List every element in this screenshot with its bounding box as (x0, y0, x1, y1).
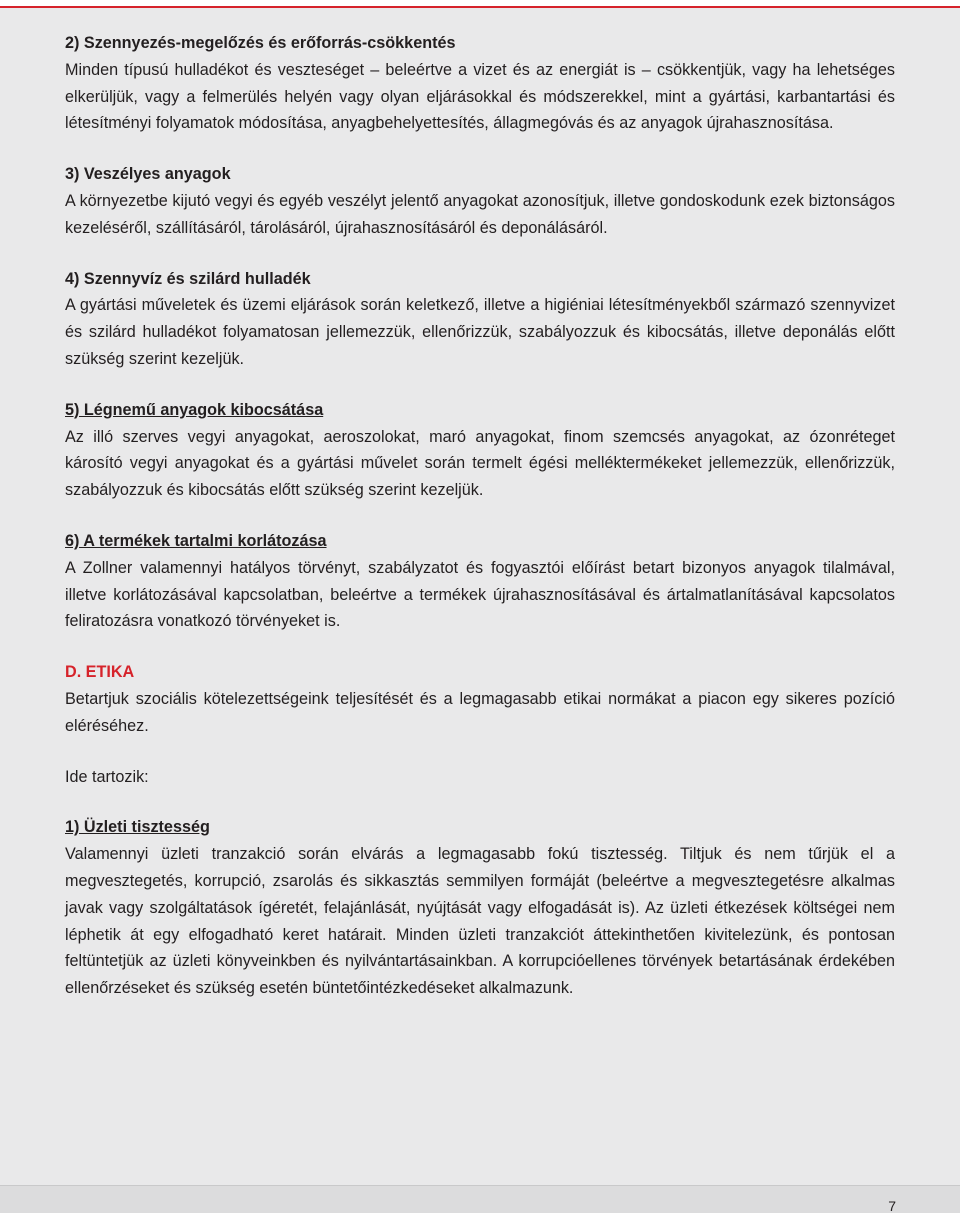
section-heading: 6) A termékek tartalmi korlátozása (65, 531, 327, 550)
section-pollution-prevention (65, 30, 895, 137)
section-heading: 1) Üzleti tisztesség (65, 818, 210, 837)
section-includes (65, 764, 895, 791)
section-business-integrity (65, 814, 895, 1002)
chapter-heading: D. ETIKA (65, 663, 135, 682)
document-content (65, 30, 895, 1002)
footer-band (0, 1185, 960, 1213)
section-hazardous-materials (65, 161, 895, 241)
section-body: Ide tartozik: (65, 767, 149, 786)
top-rule (0, 0, 960, 8)
section-heading: 5) Légnemű anyagok kibocsátása (65, 400, 324, 419)
page-number: 7 (888, 1198, 896, 1214)
section-body: Valamennyi üzleti tranzakció során elvárás a legmagasabb fokú tisztesség. Tiltjuk és nem tűrjük el a megvesztegetés, korrupció, zsarolás és sikkasztás semmilyen formáját (beleértve a megvesztegetésre alkalmas javak vagy szolgáltatások ígéretét, felajánlását, nyújtását vagy elfogadását is). Az üzleti étkezések költségei nem léphetik át egy elfogadható keret határait. Minden üzleti tranzakciót áttekinthetően kivitelezünk, és pontosan feltüntetjük az üzleti könyveinkben és nyilvántartásainkban. A korrupcióellenes törvények betartásának érdekében ellenőrzéseket és szükség esetén büntetőintézkedéseket alkalmazunk. (65, 845, 895, 998)
section-content-restriction (65, 528, 895, 635)
section-body: Minden típusú hulladékot és veszteséget – beleértve a vizet és az energiát is – csökkentjük, vagy ha lehetséges elkerüljük, vagy a felmerülés helyén vagy olyan eljárásokkal és módszerekkel, mint a gyártási, karbantartási és létesítményi folyamatok módosítása, anyagbehelyettesítés, állagmegóvás és az anyagok újrahasznosítása. (65, 60, 895, 133)
section-body: Az illó szerves vegyi anyagokat, aeroszolokat, maró anyagokat, finom szemcsés anyagokat, az ózonréteget károsító vegyi anyagokat és a gyártási művelet során termelt égési melléktermékeket jellemezzük, ellenőrizzük, szabályozzuk és kibocsátás előtt szükség szerint kezeljük. (65, 427, 895, 500)
section-air-emissions (65, 397, 895, 504)
section-heading: 2) Szennyezés-megelőzés és erőforrás-csökkentés (65, 34, 456, 52)
section-body: A Zollner valamennyi hatályos törvényt, szabályzatot és fogyasztói előírást betart bizonyos anyagok tilalmával, illetve korlátozásával kapcsolatban, beleértve a termékek újrahasznosításával és ártalmatlanításával kapcsolatos feliratozásra vonatkozó törvényeket is. (65, 558, 895, 631)
section-body: A gyártási műveletek és üzemi eljárások során keletkező, illetve a higiéniai létesítményekből származó szennyvizet és szilárd hulladékot folyamatosan jellemezzük, ellenőrizzük, szabályozzuk és kibocsátás, illetve deponálás előtt szükség szerint kezeljük. (65, 296, 895, 368)
section-wastewater (65, 266, 895, 373)
section-heading: 3) Veszélyes anyagok (65, 165, 231, 184)
section-body: A környezetbe kijutó vegyi és egyéb veszélyt jelentő anyagokat azonosítjuk, illetve gondoskodunk ezek biztonságos kezeléséről, szállításáról, tárolásáról, újrahasznosításáról és deponálásáról. (65, 191, 895, 237)
section-body: Betartjuk szociális kötelezettségeink teljesítését és a legmagasabb etikai normákat a piacon egy sikeres pozíció eléréséhez. (65, 689, 895, 735)
section-heading: 4) Szennyvíz és szilárd hulladék (65, 269, 311, 288)
section-ethics (65, 659, 895, 739)
